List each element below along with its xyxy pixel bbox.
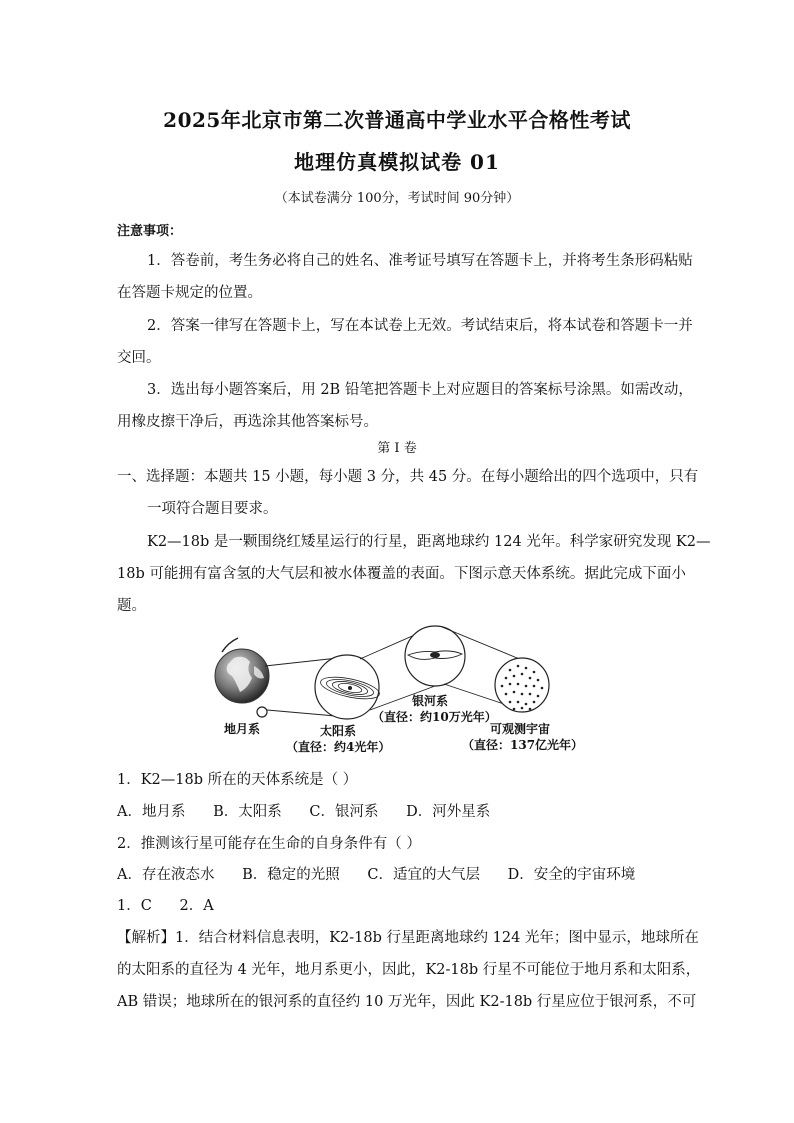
moon-icon: [257, 707, 267, 717]
notice-heading: 注意事项：: [117, 224, 183, 239]
notice-item-3-line-2: 用橡皮擦干净后，再选涂其他答案标号。: [117, 414, 378, 430]
celestial-system-figure: [210, 622, 590, 757]
question-1-options: A．地月系 B．太阳系 C．银河系 D．河外星系: [117, 804, 491, 820]
label-solar-diameter: （直径：约4光年）: [286, 740, 391, 754]
exam-title: 2025年北京市第二次普通高中学业水平合格性考试: [163, 108, 631, 132]
label-earth-moon: 地月系: [224, 722, 261, 736]
section-intro-line-1: 一、选择题：本题共 15 小题，每小题 3 分，共 45 分。在每小题给出的四个选项中，只有: [117, 469, 699, 485]
answers: 1．C 2．A: [117, 898, 214, 914]
section-intro-line-2: 一项符合题目要求。: [147, 501, 278, 517]
exam-subtitle: 地理仿真模拟试卷 01: [294, 150, 500, 174]
notice-item-1-line-1: 1．答卷前，考生务必将自己的姓名、准考证号填写在答题卡上，并将考生条形码粘贴: [147, 253, 693, 269]
notice-item-1-line-2: 在答题卡规定的位置。: [117, 285, 262, 301]
analysis-line-2: 的太阳系的直径为 4 光年，地月系更小，因此，K2-18b 行星不可能位于地月系和太阳系，: [117, 962, 701, 978]
material-line-2: 18b 可能拥有富含氢的大气层和被水体覆盖的表面。下图示意天体系统。据此完成下面小: [117, 566, 686, 582]
question-2: 2．推测该行星可能存在生命的自身条件有（ ）: [117, 836, 421, 852]
analysis-line-1: 【解析】1．结合材料信息表明，K2-18b 行星距离地球约 124 光年；图中显示，地球所在: [117, 930, 699, 946]
label-solar-system: 太阳系: [320, 724, 357, 738]
material-line-3: 题。: [117, 598, 146, 614]
question-1: 1．K2—18b 所在的天体系统是（ ）: [117, 772, 358, 788]
universe-icon: [495, 658, 549, 712]
label-galaxy: 银河系: [412, 694, 449, 708]
volume-heading: 第 I 卷: [377, 441, 417, 456]
exam-info: （本试卷满分 100分，考试时间 90分钟）: [274, 191, 520, 206]
notice-item-2-line-1: 2．答案一律写在答题卡上，写在本试卷上无效。考试结束后，将本试卷和答题卡一并: [147, 318, 693, 334]
label-universe: 可观测宇宙: [490, 722, 551, 736]
material-line-1: K2—18b 是一颗围绕红矮星运行的行星，距离地球约 124 光年。科学家研究发现 K2—: [147, 534, 711, 550]
question-2-options: A．存在液态水 B．稳定的光照 C．适宜的大气层 D．安全的宇宙环境: [117, 867, 636, 883]
analysis-line-3: AB 错误；地球所在的银河系的直径约 10 万光年，因此 K2-18b 行星应位于银河系，不可: [117, 994, 697, 1010]
notice-item-2-line-2: 交回。: [117, 350, 161, 366]
label-galaxy-diameter: （直径：约10万光年）: [372, 710, 497, 724]
notice-item-3-line-1: 3．选出每小题答案后，用 2B 铅笔把答题卡上对应题目的答案标号涂黑。如需改动，: [147, 382, 693, 398]
solar-system-icon: [315, 655, 379, 719]
label-universe-diameter: （直径：137亿光年）: [462, 738, 584, 752]
